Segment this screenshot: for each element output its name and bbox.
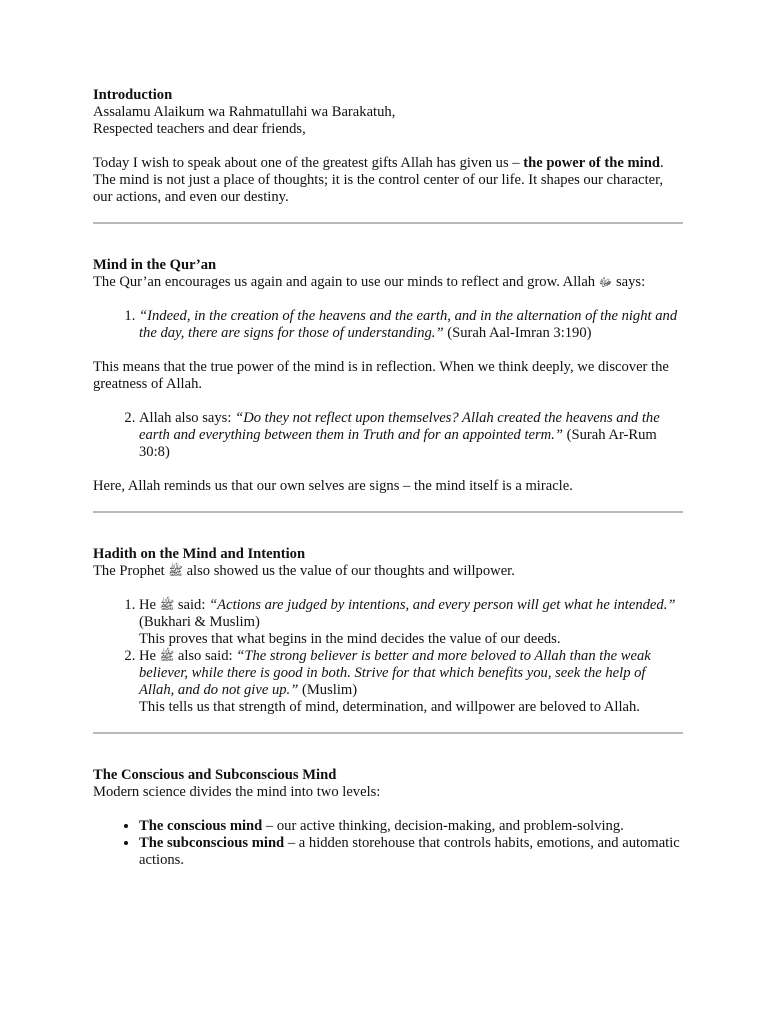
reference: (Bukhari & Muslim) [139, 614, 260, 630]
conscious-list [93, 818, 683, 869]
hadith-section [93, 546, 683, 734]
greeting: Assalamu Alaikum wa Rahmatullahi wa Barakatuh, [93, 104, 396, 120]
said: also said: [174, 648, 237, 664]
conscious-heading: The Conscious and Subconscious Mind [93, 767, 337, 783]
definition: – our active thinking, decision-making, and problem-solving. [262, 818, 624, 834]
he: He [139, 648, 157, 664]
list-item [139, 818, 683, 835]
reference: (Muslim) [298, 682, 358, 698]
term: The conscious mind [139, 818, 263, 834]
honorific-glyph: ﷺ [159, 598, 175, 612]
intro-p1-end: . The mind is not just a place of thoughts; it is the control center of our life. It shapes our character, our actions, and even our destiny. [93, 155, 664, 205]
quote: “Indeed, in the creation of the heavens and the earth, and in the alternation of the night and the day, there are signs for those of understanding.” [139, 308, 678, 341]
intro-paragraph [93, 155, 683, 206]
note: This tells us that strength of mind, determination, and willpower are beloved to Allah. [139, 699, 640, 715]
list-item [139, 648, 683, 716]
hadith-heading: Hadith on the Mind and Intention [93, 546, 306, 562]
hadith-intro [93, 563, 683, 580]
quran-section [93, 257, 683, 513]
reference: (Surah Ar-Rum 30:8) [139, 427, 657, 460]
address: Respected teachers and dear friends, [93, 121, 306, 137]
quote: “Actions are judged by intentions, and every person will get what he intended.” [209, 597, 676, 613]
quran-closing: Here, Allah reminds us that our own selves are signs – the mind itself is a miracle. [93, 478, 573, 494]
said: said: [174, 597, 210, 613]
intro-p1-bold: the power of the mind [523, 155, 660, 171]
document-page [93, 87, 683, 869]
note: This proves that what begins in the mind decides the value of our deeds. [139, 631, 561, 647]
section-divider [93, 732, 683, 734]
list-item [139, 597, 683, 648]
hadith-intro-a: The Prophet [93, 563, 165, 579]
quran-list-2 [93, 410, 683, 461]
he: He [139, 597, 157, 613]
hadith-list [93, 597, 683, 716]
quran-intro-text: The Qur’an encourages us again and again to use our minds to reflect and grow. Allah [93, 274, 596, 290]
honorific-glyph: ﷺ [168, 564, 183, 578]
honorific-glyph: ﷻ [598, 275, 613, 289]
list-item [139, 410, 683, 461]
quran-list-1 [93, 308, 683, 342]
section-divider [93, 511, 683, 513]
quran-heading: Mind in the Qur’an [93, 257, 217, 273]
conscious-intro: Modern science divides the mind into two levels: [93, 784, 381, 800]
section-divider [93, 222, 683, 224]
term: The subconscious mind [139, 835, 285, 851]
intro-p1-start: Today I wish to speak about one of the greatest gifts Allah has given us – [93, 155, 524, 171]
quran-explain: This means that the true power of the mind is in reflection. When we think deeply, we discover the greatness of Allah. [93, 359, 669, 392]
quote: “Do they not reflect upon themselves? Allah created the heavens and the earth and everything between them in Truth and for an appointed term.” [139, 410, 660, 443]
quote: “The strong believer is better and more beloved to Allah than the weak believer, while there is good in both. Strive for that which benefits you, seek the help of Allah, and do not give up.” [139, 648, 651, 698]
hadith-intro-b: also showed us the value of our thoughts and willpower. [186, 563, 515, 579]
list-item [139, 308, 683, 342]
definition: – a hidden storehouse that controls habits, emotions, and automatic actions. [139, 835, 680, 868]
list-item [139, 835, 683, 869]
conscious-section [93, 767, 683, 869]
reference: (Surah Aal-Imran 3:190) [443, 325, 592, 341]
quran-intro-end: says: [615, 274, 646, 290]
intro-heading: Introduction [93, 87, 173, 103]
lead: Allah also says: [139, 410, 236, 426]
quran-intro [93, 274, 683, 291]
honorific-glyph: ﷺ [159, 649, 175, 663]
